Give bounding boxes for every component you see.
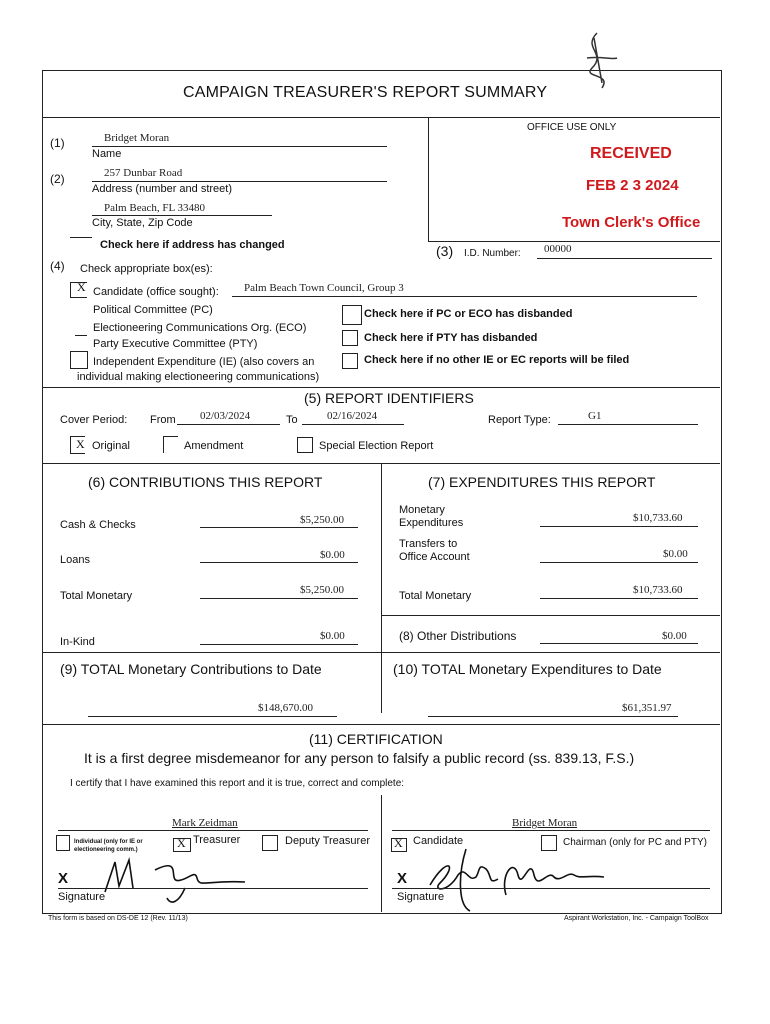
to-label: To [286, 414, 298, 426]
check-boxes-label: Check appropriate box(es): [80, 263, 213, 275]
contrib-total-value: $5,250.00 [300, 584, 344, 596]
exp-total-label: Total Monetary [399, 590, 472, 602]
pty-label: Party Executive Committee (PTY) [93, 338, 258, 350]
section3-number: (3) [436, 243, 454, 259]
inkind-line [200, 644, 358, 645]
left-signature-line [58, 888, 368, 889]
pc-eco-disband-checkbox[interactable] [342, 305, 362, 325]
candidate-cert-label: Candidate [413, 835, 464, 847]
office-box-bottom [428, 241, 720, 242]
individual-label-2: electioneering comm.) [74, 847, 138, 853]
cover-period-label: Cover Period: [60, 414, 128, 426]
page-title: CAMPAIGN TREASURER'S REPORT SUMMARY [183, 84, 548, 101]
title-divider [42, 117, 720, 118]
address-line [92, 181, 387, 182]
address-value: 257 Dunbar Road [104, 167, 183, 179]
pc-label: Political Committee (PC) [93, 304, 213, 316]
loans-value: $0.00 [320, 549, 345, 561]
exp-total-value: $10,733.60 [633, 584, 683, 596]
ie-label-cont: individual making electioneering communications) [77, 371, 320, 383]
from-line [177, 424, 280, 425]
section5-divider [42, 387, 720, 388]
left-signature [95, 850, 255, 910]
right-signature-line [392, 888, 710, 889]
right-signature-label: Signature [397, 891, 445, 903]
monetary-exp-label-1: Monetary [399, 504, 445, 516]
cash-checks-line [200, 527, 358, 528]
section8-divider [381, 615, 720, 616]
right-signature [418, 835, 618, 915]
monetary-exp-value: $10,733.60 [633, 512, 683, 524]
transfers-value: $0.00 [663, 548, 688, 560]
contrib-total-label: Total Monetary [60, 590, 133, 602]
section4-number: (4) [50, 259, 65, 273]
deputy-treasurer-label: Deputy Treasurer [285, 835, 370, 847]
candidate-cert-check-mark: X [394, 836, 403, 850]
inkind-value: $0.00 [320, 630, 345, 642]
section11-heading: (11) CERTIFICATION [309, 731, 443, 747]
transfers-label-2: Office Account [399, 551, 470, 563]
total-contributions-value: $148,670.00 [258, 702, 313, 714]
amendment-label: Amendment [184, 440, 244, 452]
stamp-received: RECEIVED [590, 145, 672, 162]
section7-heading: (7) EXPENDITURES THIS REPORT [428, 474, 656, 490]
report-type-label: Report Type: [488, 414, 551, 426]
from-value: 02/03/2024 [200, 410, 251, 422]
candidate-check-mark: X [77, 280, 86, 294]
id-number-value: 00000 [544, 243, 572, 255]
from-label: From [150, 414, 176, 426]
contrib-total-line [200, 598, 358, 599]
eco-tick [75, 335, 87, 336]
section9-divider [42, 652, 720, 653]
office-use-label: OFFICE USE ONLY [527, 122, 617, 133]
chairman-label: Chairman (only for PC and PTY) [563, 837, 707, 848]
city-line [92, 215, 272, 216]
treasurer-check-mark: X [177, 836, 186, 850]
other-distributions-label: (8) Other Distributions [399, 629, 517, 643]
monetary-exp-line [540, 526, 698, 527]
deputy-treasurer-checkbox[interactable] [262, 835, 278, 851]
footer-form-source: This form is based on DS-DE 12 (Rev. 11/13) [48, 915, 188, 922]
to-line [302, 424, 404, 425]
other-distributions-value: $0.00 [662, 630, 687, 642]
section11-divider [42, 724, 720, 725]
original-label: Original [92, 440, 130, 452]
section1-number: (1) [50, 136, 65, 150]
section10-heading: (10) TOTAL Monetary Expenditures to Date [393, 661, 662, 677]
section5-heading: (5) REPORT IDENTIFIERS [304, 390, 474, 406]
name-line [92, 146, 387, 147]
to-value: 02/16/2024 [327, 410, 378, 422]
city-label: City, State, Zip Code [92, 217, 193, 229]
city-value: Palm Beach, FL 33480 [104, 202, 206, 214]
ie-label: Independent Expenditure (IE) (also covers an [93, 356, 315, 368]
pty-disband-checkbox[interactable] [342, 330, 358, 346]
inkind-label: In-Kind [60, 636, 95, 648]
cash-checks-label: Cash & Checks [60, 519, 136, 531]
id-number-line [537, 258, 712, 259]
special-election-label: Special Election Report [319, 440, 434, 452]
initials-scribble [572, 28, 622, 98]
left-signature-x: X [58, 870, 69, 887]
certification-warning: It is a first degree misdemeanor for any person to falsify a public record (ss. 839.13, F.S.) [84, 750, 635, 766]
eco-label: Electioneering Communications Org. (ECO) [93, 322, 307, 334]
loans-line [200, 562, 358, 563]
id-number-label: I.D. Number: [464, 248, 521, 259]
other-distributions-line [540, 643, 698, 644]
left-signer-line [58, 830, 368, 831]
individual-checkbox[interactable] [56, 835, 70, 851]
middle-divider [381, 463, 382, 713]
total-expenditures-value: $61,351.97 [622, 702, 672, 714]
section9-heading: (9) TOTAL Monetary Contributions to Date [60, 661, 322, 677]
right-signer-name: Bridget Moran [512, 817, 578, 829]
address-changed-line [70, 237, 92, 238]
no-ie-label: Check here if no other IE or EC reports will be filed [364, 354, 630, 366]
report-type-line [558, 424, 698, 425]
individual-label-1: Individual (only for IE or [74, 839, 143, 845]
no-ie-checkbox[interactable] [342, 353, 358, 369]
candidate-label: Candidate (office sought): [93, 286, 219, 298]
right-signature-x: X [397, 870, 408, 887]
pc-eco-disband-label: Check here if PC or ECO has disbanded [364, 308, 573, 320]
transfers-line [540, 562, 698, 563]
stamp-date: FEB 2 3 2024 [586, 177, 679, 194]
stamp-office: Town Clerk's Office [562, 214, 701, 231]
right-signer-line [392, 830, 710, 831]
amendment-checkbox[interactable] [163, 436, 178, 453]
name-label: Name [92, 148, 122, 160]
address-label: Address (number and street) [92, 183, 233, 195]
exp-total-line [540, 598, 698, 599]
name-value: Bridget Moran [104, 132, 170, 144]
loans-label: Loans [60, 554, 90, 566]
pty-disband-label: Check here if PTY has disbanded [364, 332, 538, 344]
special-election-checkbox[interactable] [297, 437, 313, 453]
monetary-exp-label-2: Expenditures [399, 517, 464, 529]
office-sought-line [232, 296, 697, 297]
cash-checks-value: $5,250.00 [300, 514, 344, 526]
left-signature-label: Signature [58, 891, 106, 903]
footer-software: Aspirant Workstation, Inc. - Campaign ToolBox [564, 915, 709, 922]
section2-number: (2) [50, 172, 65, 186]
ie-checkbox[interactable] [70, 351, 88, 369]
transfers-label-1: Transfers to [399, 538, 458, 550]
office-box-left [428, 117, 429, 241]
certify-statement: I certify that I have examined this report and it is true, correct and complete: [70, 778, 405, 789]
section6-heading: (6) CONTRIBUTIONS THIS REPORT [88, 474, 323, 490]
left-signer-name: Mark Zeidman [172, 817, 238, 829]
office-sought-value: Palm Beach Town Council, Group 3 [244, 282, 404, 294]
total-contributions-line [88, 716, 337, 717]
total-expenditures-line [428, 716, 678, 717]
report-type-value: G1 [588, 410, 602, 422]
signature-divider [381, 795, 382, 912]
address-changed-label: Check here if address has changed [100, 239, 285, 251]
treasurer-label: Treasurer [193, 834, 241, 846]
original-check-mark: X [76, 437, 85, 451]
